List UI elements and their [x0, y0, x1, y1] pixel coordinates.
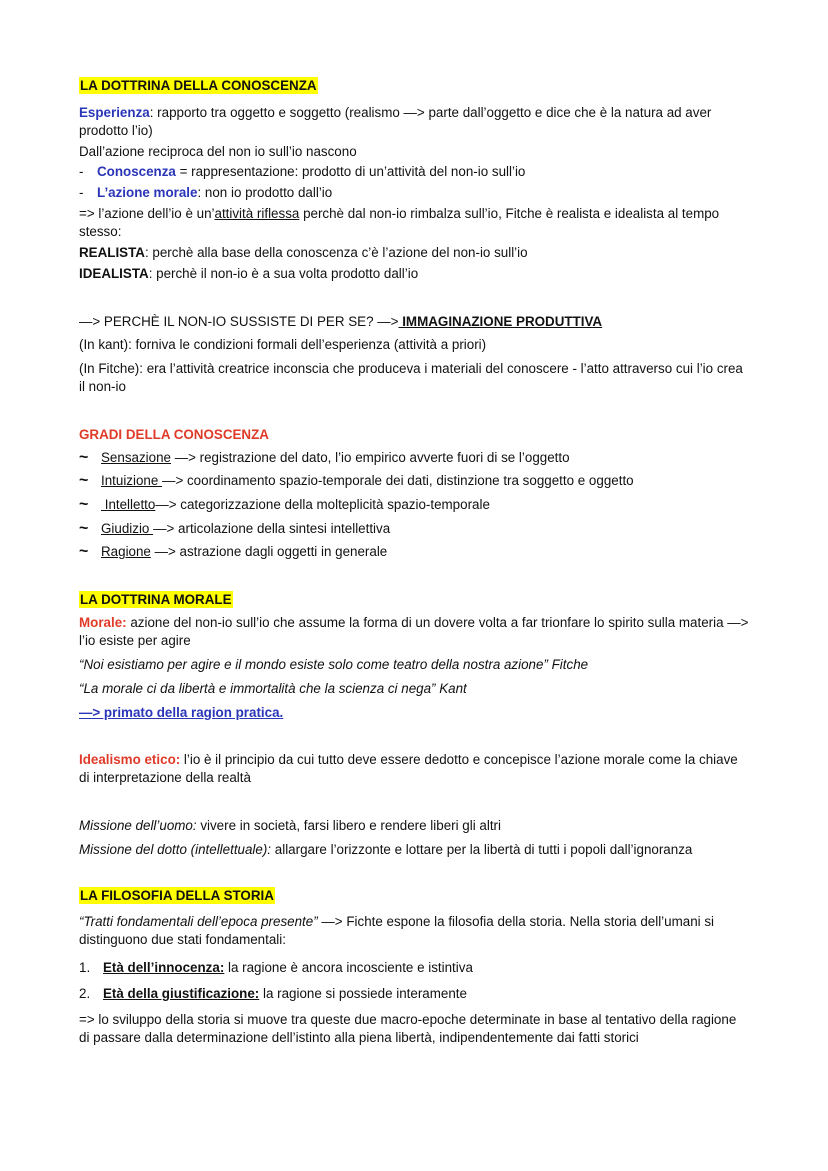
text: l’io è il principio da cui tutto deve essere dedotto e concepisce l’azione morale come la chiave di interpretazione della realtà [79, 752, 738, 785]
list-number: 1. [79, 960, 91, 975]
primato-ragion-pratica [79, 704, 749, 722]
list-item [79, 985, 749, 1003]
heading-dottrina-conoscenza [79, 77, 749, 95]
list-item [79, 543, 749, 561]
list-item [79, 163, 749, 181]
paragraph-kant [79, 336, 749, 354]
text: perchè dal non-io rimbalza sull’io, Fitche è realista e idealista al tempo stesso: [79, 206, 720, 239]
text: (In Fitche): era l’attività creatrice inconscia che produceva i materiali del conoscere - l’atto attraverso cui l’io crea il non-io [79, 361, 743, 394]
paragraph-azione-reciproca [79, 143, 749, 161]
text: azione del non-io sull’io che assume la forma di un dovere volta a far trionfare lo spirito sulla materia —> l’io esiste per agire [79, 615, 749, 648]
paragraph-question [79, 313, 749, 331]
text: —> registrazione del dato, l’io empirico avverte fuori di se l’oggetto [170, 450, 570, 465]
term-missione-uomo: Missione dell’uomo: [79, 818, 197, 833]
list-item [79, 184, 749, 202]
section-heading: GRADI DELLA CONOSCENZA [79, 427, 269, 442]
wave-bullet-icon: ~ [79, 543, 89, 561]
term-immaginazione-produttiva: IMMAGINAZIONE PRODUTTIVA [398, 314, 603, 329]
term-eta-innocenza: Età dell’innocenza: [103, 960, 225, 975]
book-title: “Tratti fondamentali dell’epoca presente” [79, 914, 318, 929]
quote-kant [79, 680, 749, 698]
wave-bullet-icon: ~ [79, 520, 89, 538]
text: : non io prodotto dall’io [197, 185, 333, 200]
paragraph-missione-uomo [79, 817, 749, 835]
text: —> Fichte espone la filosofia della storia. Nella storia dell’umani si distinguono due stati fondamentali: [79, 914, 715, 947]
heading-gradi-conoscenza [79, 426, 749, 444]
wave-bullet-icon: ~ [79, 472, 89, 490]
heading-dottrina-morale [79, 591, 749, 609]
term-eta-giustificazione: Età della giustificazione: [103, 986, 260, 1001]
wave-bullet-icon: ~ [79, 496, 89, 514]
wave-bullet-icon: ~ [79, 449, 89, 467]
text: —> PERCHÈ IL NON-IO SUSSISTE DI PER SE? —> [79, 314, 399, 329]
term: Giudizio [101, 521, 154, 536]
paragraph-idealista [79, 265, 749, 283]
term: Intelletto [101, 497, 156, 512]
text: : perchè alla base della conoscenza c’è l’azione del non-io sull’io [144, 245, 528, 260]
text: —> articolazione della sintesi intellettiva [153, 521, 391, 536]
text: —> categorizzazione della molteplicità spazio-temporale [155, 497, 490, 512]
paragraph-idealismo-etico [79, 751, 749, 787]
section-heading: LA DOTTRINA DELLA CONOSCENZA [80, 78, 317, 93]
paragraph-fichte [79, 360, 749, 396]
section-heading: LA FILOSOFIA DELLA STORIA [80, 888, 274, 903]
quote-fichte [79, 656, 749, 674]
text: —> astrazione dagli oggetti in generale [150, 544, 388, 559]
paragraph-morale [79, 614, 749, 650]
list-item [79, 496, 749, 514]
term-azione-morale: L’azione morale [97, 185, 198, 200]
term-missione-dotto: Missione del dotto (intellettuale): [79, 842, 272, 857]
dash-bullet-icon: - [79, 185, 84, 200]
text: “Noi esistiamo per agire e il mondo esiste solo come teatro della nostra azione” Fitche [79, 657, 589, 672]
term-esperienza: Esperienza [79, 105, 150, 120]
heading-filosofia-storia [79, 887, 749, 905]
text: : perchè il non-io è a sua volta prodotto dall’io [148, 266, 419, 281]
term-idealista: IDEALISTA [79, 266, 149, 281]
text: (In kant): forniva le condizioni formali dell’esperienza (attività a priori) [79, 337, 487, 352]
term-conoscenza: Conoscenza [97, 164, 176, 179]
list-item [79, 520, 749, 538]
text: “La morale ci da libertà e immortalità che la scienza ci nega” Kant [79, 681, 467, 696]
paragraph-attivita-riflessa [79, 205, 749, 241]
term: Ragione [101, 544, 151, 559]
text: la ragione si possiede interamente [259, 986, 467, 1001]
highlighted-conclusion: —> primato della ragion pratica. [79, 705, 284, 720]
paragraph-conclusion [79, 1011, 749, 1047]
term-idealismo-etico: Idealismo etico: [79, 752, 181, 767]
list-item [79, 959, 749, 977]
paragraph-realista [79, 244, 749, 262]
list-item [79, 472, 749, 490]
text: => lo sviluppo della storia si muove tra queste due macro-epoche determinate in base al tentativo della ragione di passare dalla determinazione dell’istinto alla piena libertà, indipendentemente dai fatti storici [79, 1012, 737, 1045]
text: = rappresentazione: prodotto di un’attività del non-io sull’io [175, 164, 526, 179]
term-morale: Morale: [79, 615, 127, 630]
term-realista: REALISTA [79, 245, 145, 260]
paragraph-esperienza [79, 104, 749, 140]
text: : rapporto tra oggetto e soggetto (realismo —> parte dall’oggetto e dice che è la natura ad aver prodotto l’io) [79, 105, 712, 138]
list-item [79, 449, 749, 467]
underlined-term: attività riflessa [214, 206, 300, 221]
text: Dall’azione reciproca del non io sull’io nascono [79, 144, 357, 159]
text: —> coordinamento spazio-temporale dei dati, distinzione tra soggetto e oggetto [162, 473, 634, 488]
text: la ragione è ancora incosciente e istintiva [224, 960, 473, 975]
text: vivere in società, farsi libero e rendere liberi gli altri [196, 818, 501, 833]
text: allargare l’orizzonte e lottare per la libertà di tutti i popoli dall’ignoranza [271, 842, 693, 857]
text: => l’azione dell’io è un’ [79, 206, 215, 221]
term: Sensazione [101, 450, 171, 465]
paragraph-missione-dotto [79, 841, 749, 859]
paragraph-intro-storia [79, 913, 749, 949]
dash-bullet-icon: - [79, 164, 84, 179]
list-number: 2. [79, 986, 91, 1001]
term: Intuizione [101, 473, 163, 488]
section-heading: LA DOTTRINA MORALE [80, 592, 232, 607]
